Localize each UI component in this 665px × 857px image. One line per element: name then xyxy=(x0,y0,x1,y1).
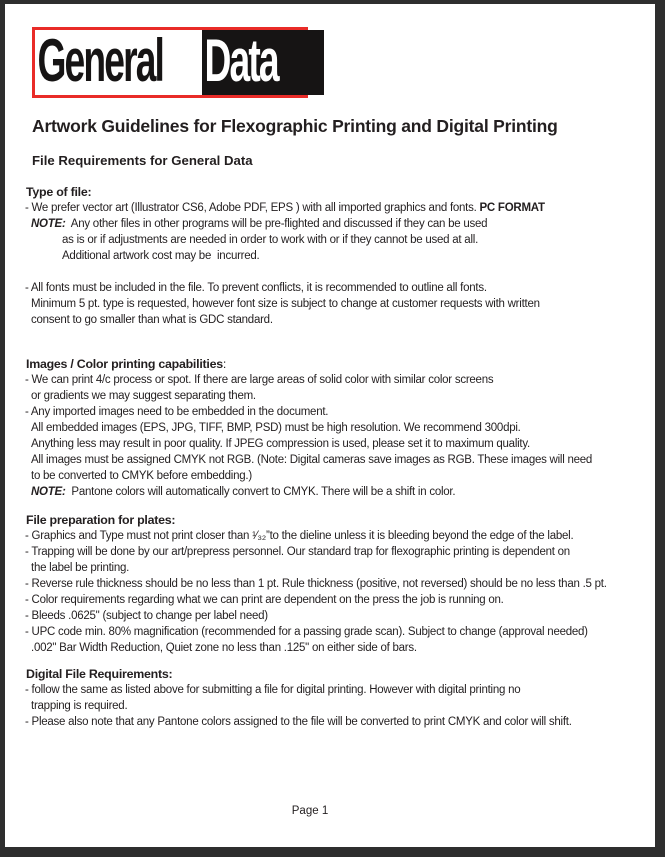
text-segment: Any other files in other programs will be pre-flighted and discussed if they can be used xyxy=(65,218,488,230)
text-line xyxy=(25,232,655,248)
document-page xyxy=(5,4,655,847)
general-data-logo xyxy=(32,27,308,98)
text-segment: - All fonts must be included in the file. To prevent conflicts, it is recommended to outline all fonts. xyxy=(25,282,487,294)
text-segment: Anything less may result in poor quality. If JPEG compression is used, please set it to maximum quality. xyxy=(31,438,530,450)
text-segment: NOTE: xyxy=(31,486,66,498)
text-line xyxy=(25,452,655,468)
text-line xyxy=(25,682,655,698)
text-segment: trapping is required. xyxy=(31,700,128,712)
section-file-preparation-for-plates xyxy=(25,512,655,656)
text-segment: the label be printing. xyxy=(31,562,130,574)
section-type-of-file xyxy=(25,184,655,328)
text-segment: All embedded images (EPS, JPG, TIFF, BMP, PSD) must be high resolution. We recommend 300dpi. xyxy=(31,422,521,434)
text-segment: Additional artwork cost may be incurred. xyxy=(62,250,260,262)
section-heading-type-of-file xyxy=(26,184,655,200)
text-line xyxy=(25,640,655,656)
section-digital-file-requirements xyxy=(25,666,655,730)
text-line xyxy=(25,608,655,624)
text-line xyxy=(25,372,655,388)
section-heading-file-preparation-for-plates xyxy=(26,512,655,528)
text-segment: Images / Color printing capabilities xyxy=(26,357,223,371)
text-segment: Pantone colors will automatically convert to CMYK. There will be a shift in color. xyxy=(65,486,456,498)
text-segment: : xyxy=(222,357,227,371)
text-line xyxy=(25,248,655,264)
logo-left-panel xyxy=(35,26,202,95)
text-segment: as is or if adjustments are needed in order to work with or if they cannot be used at all. xyxy=(62,234,479,246)
section-heading-digital-file-requirements xyxy=(26,666,655,682)
text-line xyxy=(25,200,655,216)
page-number: Page 1 xyxy=(291,805,329,817)
text-line xyxy=(25,544,655,560)
section-images-color-printing-capabilities xyxy=(25,356,655,500)
text-line xyxy=(25,216,655,232)
text-segment: - Graphics and Type must not print closer than ¹⁄₃₂”to the dieline unless it is bleeding beyond the edge of the label. xyxy=(25,530,574,542)
text-line xyxy=(25,560,655,576)
text-segment: NOTE: xyxy=(31,218,66,230)
text-line xyxy=(25,420,655,436)
logo-right-panel xyxy=(202,26,324,95)
text-segment: - Bleeds .0625" (subject to change per label need) xyxy=(25,610,268,622)
text-segment: - Reverse rule thickness should be no less than 1 pt. Rule thickness (positive, not reversed) should be no less than .5 pt. xyxy=(25,578,607,590)
text-segment: - Any imported images need to be embedded in the document. xyxy=(25,406,329,418)
text-segment: to be converted to CMYK before embedding.) xyxy=(31,470,252,482)
text-segment: - Trapping will be done by our art/prepress personnel. Our standard trap for flexographic printing is dependent on xyxy=(25,546,570,558)
text-segment: - We can print 4/c process or spot. If there are large areas of solid color with similar color screens xyxy=(25,374,494,386)
text-line xyxy=(25,576,655,592)
text-line xyxy=(25,388,655,404)
text-segment: File preparation for plates: xyxy=(26,513,176,527)
text-segment: or gradients we may suggest separating them. xyxy=(31,390,256,402)
text-line xyxy=(25,296,655,312)
text-segment: - Please also note that any Pantone colors assigned to the file will be converted to print CMYK and color will shift. xyxy=(25,716,572,728)
subtitle: File Requirements for General Data xyxy=(32,153,253,168)
text-line xyxy=(25,714,655,730)
document-body xyxy=(25,184,655,730)
text-segment: - We prefer vector art (Illustrator CS6, Adobe PDF, EPS ) with all imported graphics and fonts. xyxy=(25,202,480,214)
text-segment: Type of file: xyxy=(26,185,92,199)
text-line xyxy=(25,484,655,500)
text-line xyxy=(25,280,655,296)
text-line xyxy=(25,312,655,328)
text-line xyxy=(25,698,655,714)
text-segment: Digital File Requirements: xyxy=(26,667,173,681)
text-line xyxy=(25,592,655,608)
text-line xyxy=(25,624,655,640)
page-title: Artwork Guidelines for Flexographic Printing and Digital Printing xyxy=(32,116,558,136)
text-segment: - follow the same as listed above for submitting a file for digital printing. However with digital printing no xyxy=(25,684,521,696)
text-segment: consent to go smaller than what is GDC standard. xyxy=(31,314,273,326)
blank-line xyxy=(25,264,655,280)
text-line xyxy=(25,468,655,484)
text-segment: Minimum 5 pt. type is requested, however font size is subject to change at customer requests with written xyxy=(31,298,540,310)
text-line xyxy=(25,436,655,452)
text-segment: All images must be assigned CMYK not RGB. (Note: Digital cameras save images as RGB. These images will need xyxy=(31,454,593,466)
logo-data-text: Data xyxy=(204,26,278,94)
text-segment: .002" Bar Width Reduction, Quiet zone no less than .125" on either side of bars. xyxy=(31,642,417,654)
text-segment: PC FORMAT xyxy=(479,202,545,214)
text-line xyxy=(25,404,655,420)
logo-general-text: General xyxy=(37,26,164,94)
section-heading-images-color-printing-capabilities xyxy=(26,356,655,372)
text-segment: - UPC code min. 80% magnification (recommended for a passing grade scan). Subject to change (approval needed) xyxy=(25,626,588,638)
text-line xyxy=(25,528,655,544)
text-segment: - Color requirements regarding what we can print are dependent on the press the job is running on. xyxy=(25,594,504,606)
